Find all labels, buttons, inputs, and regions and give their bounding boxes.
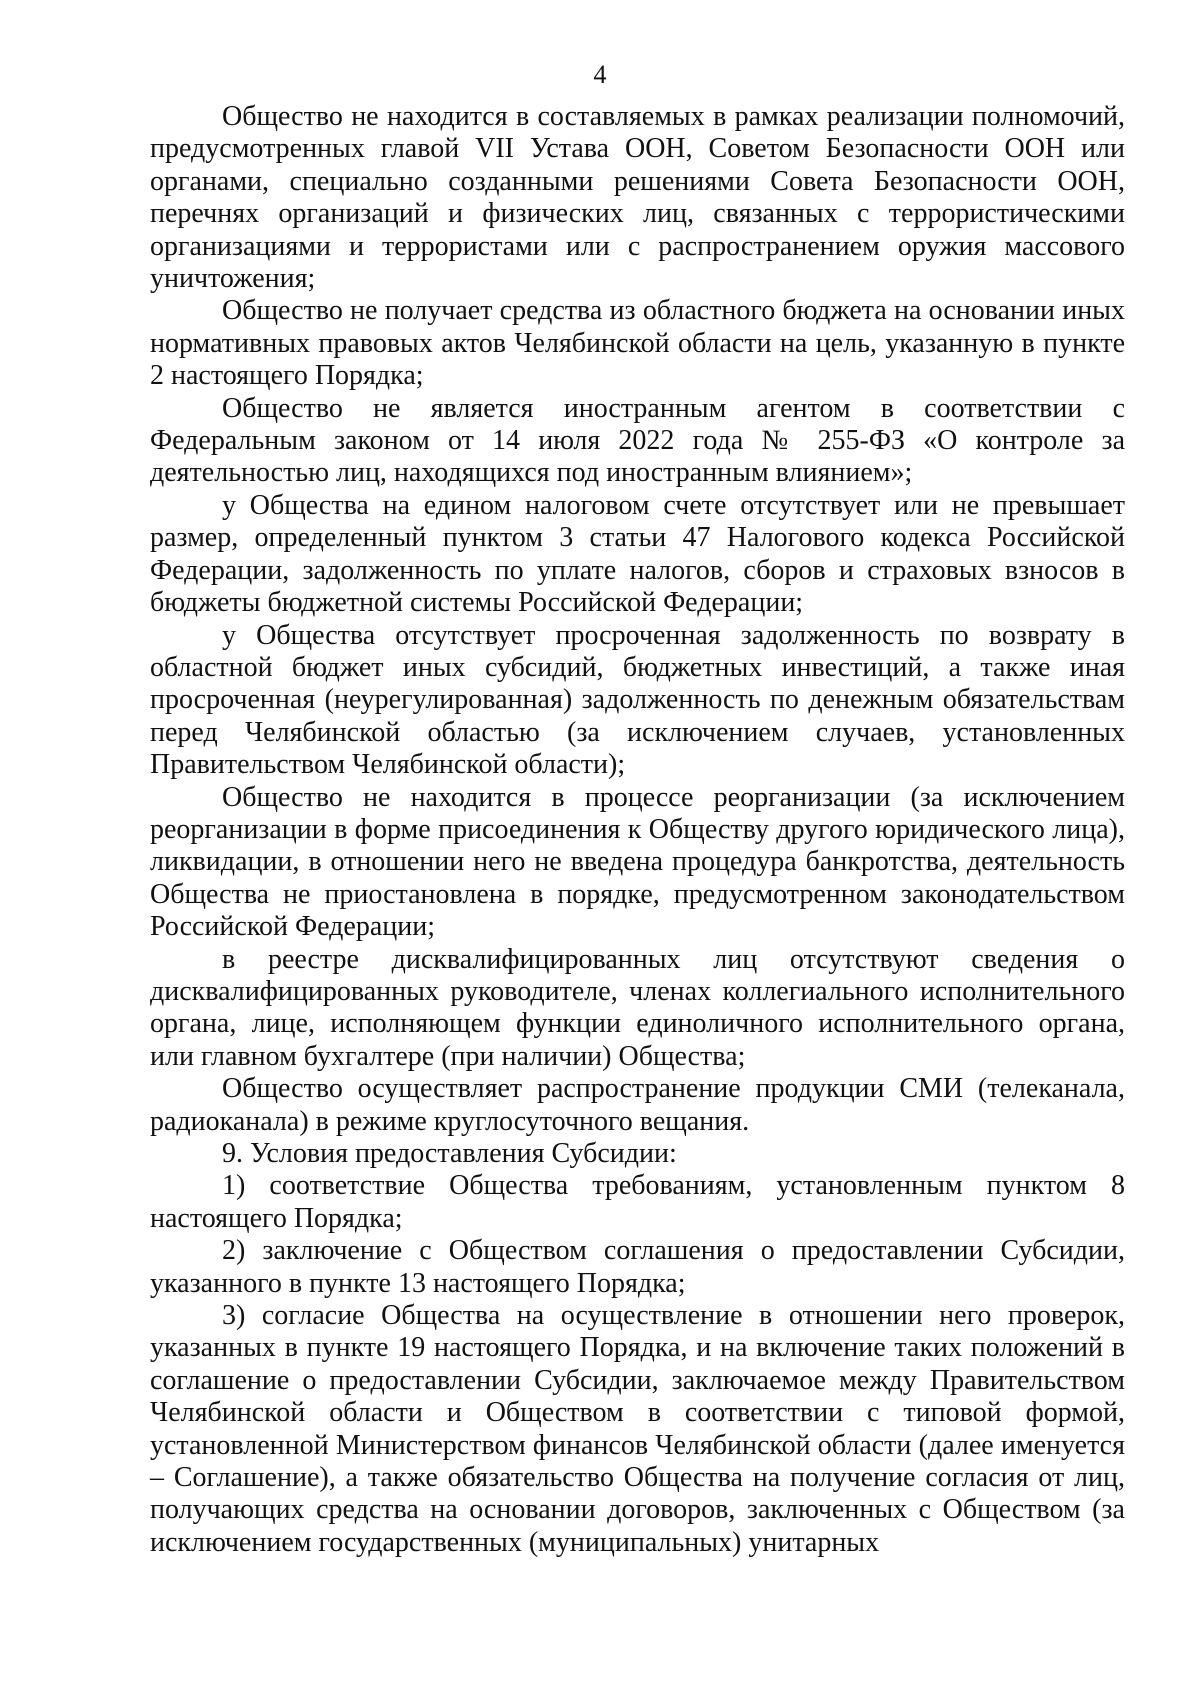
list-item-condition-2: 2) заключение с Обществом соглашения о предоставлении Субсидии, указанного в пункте 13 настоящего Порядка; (150, 1235, 1125, 1299)
list-item-condition-1: 1) соответствие Общества требованиям, установленным пунктом 8 настоящего Порядка; (150, 1170, 1125, 1234)
paragraph-tax-debt: у Общества на едином налоговом счете отсутствует или не превышает размер, определенный пунктом 3 статьи 47 Налогового кодекса Российской Федерации, задолженность по уплате налогов, сборов и страховых взносов в бюджеты бюджетной системы Российской Федерации; (150, 489, 1125, 619)
document-body (150, 101, 1125, 1559)
paragraph-broadcasting: Общество осуществляет распространение продукции СМИ (телеканала, радиоканала) в режиме круглосуточного вещания. (150, 1073, 1125, 1137)
page-number: 4 (593, 60, 607, 89)
paragraph-disqualified-registry: в реестре дисквалифицированных лиц отсутствуют сведения о дисквалифицированных руководителе, членах коллегиального исполнительного органа, лице, исполняющем функции единоличного исполнительного органа, или главном бухгалтере (при наличии) Общества; (150, 943, 1125, 1072)
paragraph-overdue-debt: у Общества отсутствует просроченная задолженность по возврату в областной бюджет иных субсидий, бюджетных инвестиций, а также иная просроченная (неурегулированная) задолженность по денежным обязательствам перед Челябинской областью (за исключением случаев, установленных Правительством Челябинской области); (150, 619, 1125, 781)
paragraph-regional-budget: Общество не получает средства из областного бюджета на основании иных нормативных правовых актов Челябинской области на цель, указанную в пункте 2 настоящего Порядка; (150, 295, 1125, 392)
paragraph-reorganization: Общество не находится в процессе реорганизации (за исключением реорганизации в форме присоединения к Обществу другого юридического лица), ликвидации, в отношении него не введена процедура банкротства, деятельность Общества не приостановлена в порядке, предусмотренном законодательством Российской Федерации; (150, 781, 1125, 943)
list-item-condition-3: 3) согласие Общества на осуществление в отношении него проверок, указанных в пункте 19 настоящего Порядка, и на включение таких положений в соглашение о предоставлении Субсидии, заключаемое между Правительством Челябинской области и Обществом в соответствии с типовой формой, установленной Министерством финансов Челябинской области (далее именуется – Соглашение), а также обязательство Общества на получение согласия от лиц, получающих средства на основании договоров, заключенных с Обществом (за исключением государственных (муниципальных) унитарных (150, 1300, 1125, 1558)
paragraph-un-lists: Общество не находится в составляемых в рамках реализации полномочий, предусмотренных главой VII Устава ООН, Советом Безопасности ООН или органами, специально созданными решениями Совета Безопасности ООН, перечнях организаций и физических лиц, связанных с террористическими организациями и террористами или с распространением оружия массового уничтожения; (150, 101, 1125, 295)
paragraph-foreign-agent: Общество не является иностранным агентом в соответствии с Федеральным законом от 14 июля 2022 года № 255-ФЗ «О контроле за деятельностью лиц, находящихся под иностранным влиянием»; (150, 392, 1125, 489)
section-heading-conditions: 9. Условия предоставления Субсидии: (222, 1138, 677, 1169)
